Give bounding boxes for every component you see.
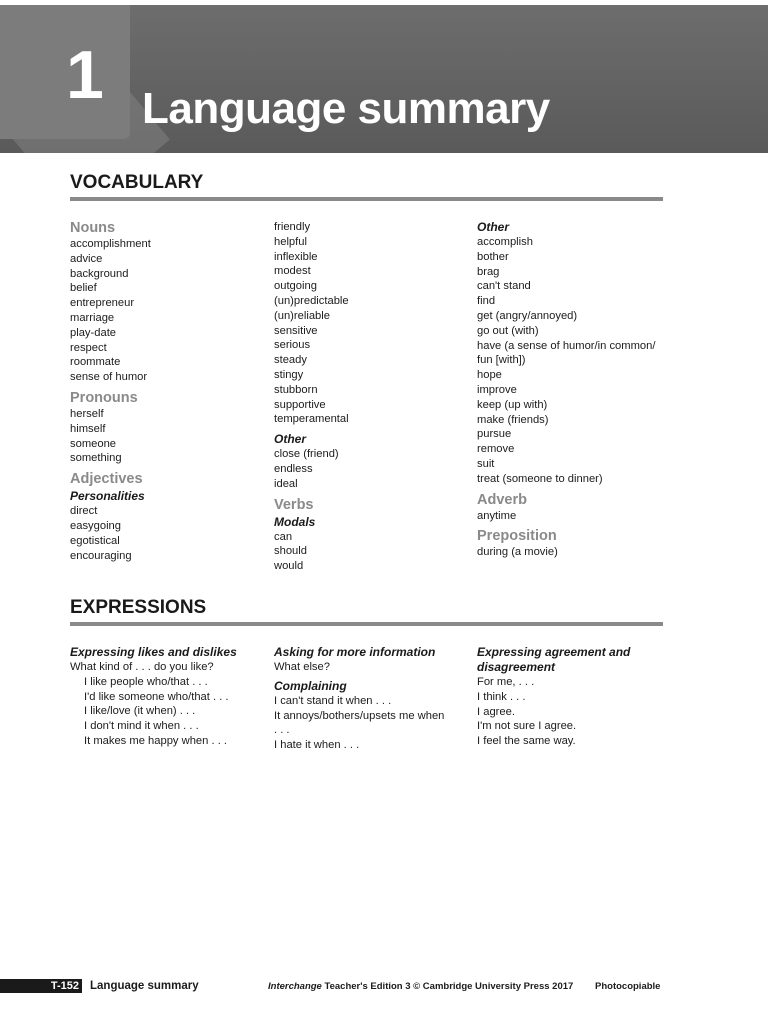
list-item: stingy [274,368,304,381]
list-item: advice [70,252,103,265]
list-item: suit [477,457,495,470]
agreement-heading-line-2: disagreement [477,660,556,674]
list-item: during (a movie) [477,546,558,559]
list-item: I like people who/that . . . [84,675,208,688]
list-item: It annoys/bothers/upsets me when [274,709,445,722]
list-item: have (a sense of humor/in common/ [477,339,656,352]
list-item: For me, . . . [477,676,535,688]
photocopiable-label: Photocopiable [595,981,661,992]
verbs-other-heading: Other [477,220,510,234]
pronouns-list [70,407,151,466]
more-information-heading: Asking for more information [274,645,436,659]
list-item: I can't stand it when . . . [274,694,392,707]
credit-title: Interchange [268,981,322,992]
list-item: background [70,267,129,280]
list-item: I feel the same way. [477,735,576,748]
footer-section-label: Language summary [90,980,199,992]
expressions-title: EXPRESSIONS [70,597,207,618]
list-item: find [477,295,496,308]
modals-heading: Modals [274,514,316,529]
page-footer [0,979,768,997]
credit-rest: Teacher's Edition 3 © Cambridge University Press 2017 [321,981,574,992]
list-item: sensitive [274,324,318,337]
nouns-heading: Nouns [70,220,116,236]
list-item: egotistical [70,534,120,547]
more-information-list [274,660,444,675]
complaining-list [274,694,444,753]
list-item: I like/love (it when) . . . [84,705,196,718]
expressions-rule [70,622,663,626]
list-item: I agree. [477,705,515,718]
list-item: steady [274,354,307,367]
expressions-column-1 [70,645,237,749]
likes-dislikes-heading: Expressing likes and dislikes [70,645,237,659]
list-item: . . . [274,724,290,737]
list-item: bother [477,250,509,263]
list-item: fun [with]) [477,354,526,367]
list-item: ideal [274,477,298,490]
nouns-list [70,237,151,385]
list-item: easygoing [70,519,122,532]
preposition-heading: Preposition [477,528,557,545]
list-item: It makes me happy when . . . [84,734,228,747]
personalities-list-continued [274,220,349,427]
list-item: hope [477,369,502,382]
list-item: I'm not sure I agree. [477,720,577,733]
list-item: anytime [477,509,517,522]
list-item: close (friend) [274,448,339,461]
list-item: friendly [274,221,311,233]
list-item: herself [70,407,104,420]
list-item: sense of humor [70,371,148,384]
agreement-list [477,675,630,749]
list-item: (un)predictable [274,294,349,307]
vocab-column-3 [477,219,655,560]
adverb-heading: Adverb [477,491,527,508]
list-item: I'd like someone who/that . . . [84,690,229,703]
likes-answers-list [70,675,237,749]
list-item: should [274,545,307,558]
list-item: I think . . . [477,690,526,703]
vocabulary-title: VOCABULARY [70,172,204,193]
pronouns-heading: Pronouns [70,389,138,406]
agreement-heading-line-1: Expressing agreement and [477,645,631,659]
list-item: someone [70,437,117,450]
vocab-column-2 [274,220,349,574]
personalities-heading: Personalities [70,489,145,504]
list-item: accomplishment [70,238,151,250]
list-item: accomplish [477,236,533,248]
list-item: What else? [274,661,330,673]
page-number: T-152 [0,979,82,993]
list-item: go out (with) [477,324,539,337]
adjectives-heading: Adjectives [70,471,143,488]
list-item: endless [274,462,313,475]
list-item: respect [70,341,107,354]
list-item: supportive [274,398,326,411]
adjectives-other-list [274,447,349,491]
list-item: inflexible [274,250,318,263]
list-item: modest [274,265,311,278]
list-item: keep (up with) [477,398,548,411]
expressions-column-3 [477,645,630,749]
verbs-heading: Verbs [274,496,314,513]
verbs-other-list [477,235,655,487]
list-item: something [70,452,122,465]
list-item: direct [70,505,98,518]
list-item: outgoing [274,280,317,293]
list-item: I don't mind it when . . . [84,720,199,733]
list-item: stubborn [274,383,318,396]
list-item: serious [274,339,311,352]
unit-number: 1 [66,37,104,113]
copyright-credit [268,979,573,994]
list-item: entrepreneur [70,297,135,310]
complaining-heading: Complaining [274,678,347,693]
personalities-list [70,504,151,563]
header-banner [0,5,768,153]
page-title: Language summary [142,84,550,133]
likes-question: What kind of . . . do you like? [70,661,214,673]
list-item: marriage [70,311,115,324]
adverb-list [477,509,655,524]
list-item: belief [70,282,97,295]
list-item: temperamental [274,413,349,426]
list-item: treat (someone to dinner) [477,472,603,485]
list-item: would [274,560,304,573]
list-item: roommate [70,356,121,369]
list-item: improve [477,383,517,396]
unit-tab [0,5,130,139]
list-item: play-date [70,326,117,339]
list-item: make (friends) [477,413,549,426]
list-item: encouraging [70,549,132,562]
adjectives-other-heading: Other [274,432,307,447]
list-item: I hate it when . . . [274,739,360,752]
preposition-list [477,545,655,560]
modals-list [274,530,349,574]
list-item: helpful [274,235,307,248]
vocab-column-1 [70,219,151,563]
list-item: can [274,530,293,543]
list-item: get (angry/annoyed) [477,309,578,322]
list-item: pursue [477,428,512,441]
expressions-column-2 [274,645,444,753]
list-item: remove [477,443,515,456]
list-item: himself [70,422,106,435]
list-item: can't stand [477,280,531,293]
vocabulary-rule [70,197,663,201]
list-item: brag [477,265,500,278]
list-item: (un)reliable [274,309,330,322]
